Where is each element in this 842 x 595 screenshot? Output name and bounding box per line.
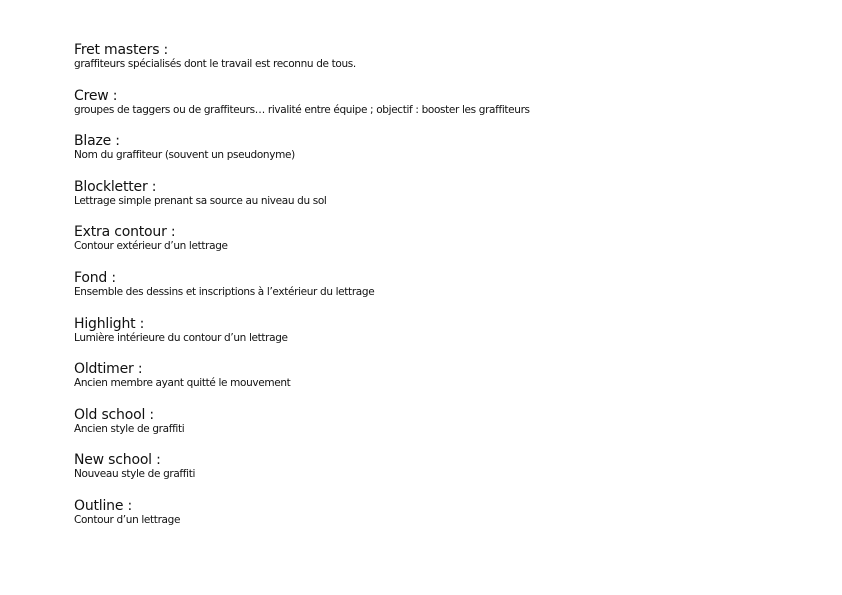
- glossary-definition: Ensemble des dessins et inscriptions à l’extérieur du lettrage: [74, 285, 375, 298]
- glossary-term: Blockletter :: [74, 178, 157, 195]
- glossary-entry-old-school: [74, 407, 814, 453]
- glossary-entry-extra-contour: [74, 224, 814, 270]
- glossary-definition: Ancien membre ayant quitté le mouvement: [74, 377, 291, 390]
- glossary-term: Crew :: [74, 87, 118, 104]
- glossary-entry-fret-masters: [74, 42, 814, 88]
- glossary-term: Fond :: [74, 269, 116, 286]
- glossary-entry-crew: [74, 88, 814, 134]
- glossary-definition: Lumière intérieure du contour d’un lettrage: [74, 331, 288, 344]
- glossary-definition: Nouveau style de graffiti: [74, 468, 196, 481]
- glossary-entry-fond: [74, 270, 814, 316]
- glossary-entry-blaze: [74, 133, 814, 179]
- glossary: [74, 42, 814, 544]
- glossary-definition: Ancien style de graffiti: [74, 422, 185, 435]
- glossary-definition: Nom du graffiteur (souvent un pseudonyme): [74, 149, 295, 162]
- glossary-term: Extra contour :: [74, 224, 176, 241]
- glossary-term: Outline :: [74, 497, 133, 514]
- glossary-entry-highlight: [74, 316, 814, 362]
- glossary-entry-outline: [74, 498, 814, 544]
- glossary-definition: Contour extérieur d’un lettrage: [74, 240, 228, 253]
- glossary-definition: Contour d’un lettrage: [74, 513, 181, 526]
- glossary-term: Oldtimer :: [74, 361, 143, 378]
- glossary-term: Blaze :: [74, 133, 120, 150]
- glossary-definition: graffiteurs spécialisés dont le travail est reconnu de tous.: [74, 58, 356, 70]
- glossary-term: Fret masters :: [74, 42, 169, 58]
- glossary-entry-oldtimer: [74, 361, 814, 407]
- glossary-term: Old school :: [74, 406, 154, 423]
- glossary-definition: groupes de taggers ou de graffiteurs… rivalité entre équipe ; objectif : booster les graffiteurs: [74, 103, 530, 116]
- glossary-definition: Lettrage simple prenant sa source au niveau du sol: [74, 194, 327, 207]
- glossary-term: Highlight :: [74, 315, 145, 332]
- glossary-entry-blockletter: [74, 179, 814, 225]
- glossary-term: New school :: [74, 452, 161, 469]
- glossary-entry-new-school: [74, 452, 814, 498]
